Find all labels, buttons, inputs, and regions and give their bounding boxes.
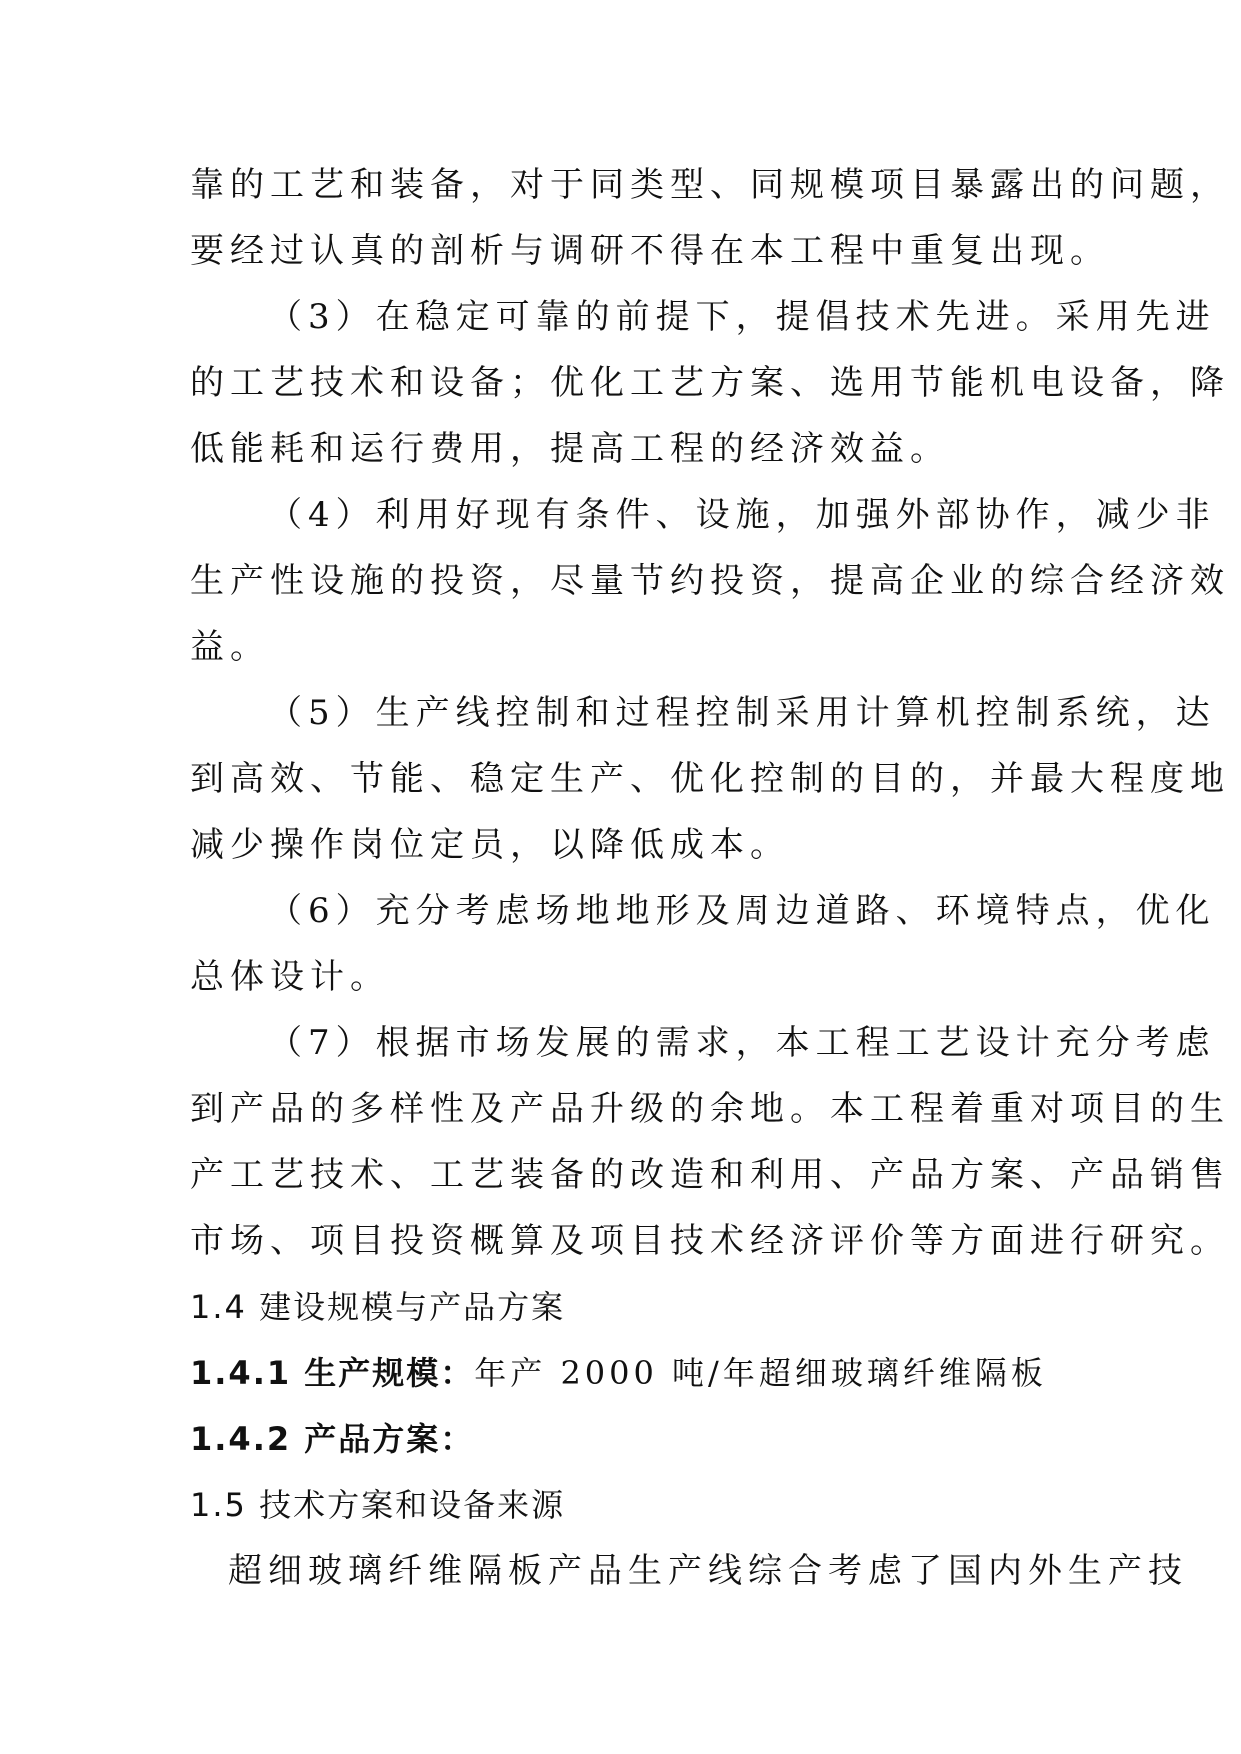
section-heading-1-4: 1.4 建设规模与产品方案 [190, 1288, 566, 1326]
paragraph-line: 的工艺技术和设备；优化工艺方案、选用节能机电设备，降 [190, 363, 1230, 403]
production-scale-value: 年产 2000 吨/年超细玻璃纤维隔板 [474, 1354, 1047, 1392]
paragraph-line: （5）生产线控制和过程控制采用计算机控制系统，达 [268, 693, 1216, 733]
paragraph-line: 产工艺技术、工艺装备的改造和利用、产品方案、产品销售 [190, 1155, 1230, 1195]
paragraph-line: 减少操作岗位定员，以降低成本。 [190, 825, 790, 865]
paragraph-line: 到产品的多样性及产品升级的余地。本工程着重对项目的生 [190, 1089, 1230, 1129]
paragraph-line: 市场、项目投资概算及项目技术经济评价等方面进行研究。 [190, 1221, 1230, 1261]
paragraph-line: （4）利用好现有条件、设施，加强外部协作，减少非 [268, 495, 1216, 535]
section-heading-1-5: 1.5 技术方案和设备来源 [190, 1486, 566, 1524]
paragraph-line: （3）在稳定可靠的前提下，提倡技术先进。采用先进 [268, 297, 1216, 337]
paragraph-line: 要经过认真的剖析与调研不得在本工程中重复出现。 [190, 231, 1110, 271]
paragraph-line: 靠的工艺和装备，对于同类型、同规模项目暴露出的问题， [190, 165, 1230, 205]
paragraph-line: 低能耗和运行费用，提高工程的经济效益。 [190, 429, 950, 469]
paragraph-line: 益。 [190, 627, 270, 667]
section-heading-1-4-1 [190, 1340, 1050, 1406]
paragraph-line: （6）充分考虑场地地形及周边道路、环境特点，优化 [268, 891, 1216, 931]
paragraph-line: 生产性设施的投资，尽量节约投资，提高企业的综合经济效 [190, 561, 1230, 601]
paragraph-line: 超细玻璃纤维隔板产品生产线综合考虑了国内外生产技 [228, 1551, 1188, 1591]
paragraph-line: 总体设计。 [190, 957, 390, 997]
paragraph-line: （7）根据市场发展的需求，本工程工艺设计充分考虑 [268, 1023, 1216, 1063]
paragraph-line: 到高效、节能、稳定生产、优化控制的目的，并最大程度地 [190, 759, 1230, 799]
section-heading-1-4-2: 1.4.2 产品方案： [190, 1420, 475, 1458]
section-label: 1.4.1 生产规模： [190, 1354, 475, 1392]
